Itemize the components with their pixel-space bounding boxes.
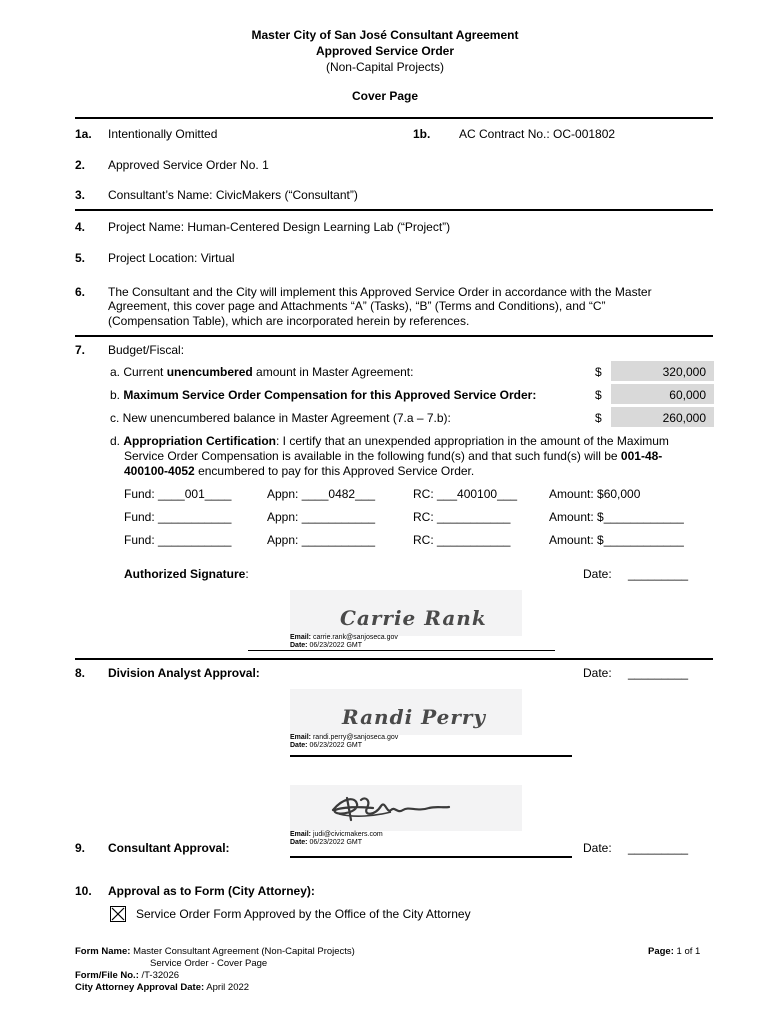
cover-page-title: Cover Page — [351, 89, 419, 103]
budget-line-b: b. Maximum Service Order Compensation for this Approved Service Order: — [110, 388, 537, 402]
signature-2-meta: Email: randi.perry@sanjoseca.gov Date: 06/23/2022 GMT — [290, 734, 399, 749]
fund-field: Fund: ___________ — [124, 510, 232, 524]
approved-checkbox-label: Service Order Form Approved by the Office of the City Attorney — [136, 907, 471, 921]
approval-as-to-form-label: Approval as to Form (City Attorney): — [108, 884, 315, 898]
signature-line — [290, 755, 572, 757]
consultant-name: Consultant’s Name: CivicMakers (“Consultant”) — [108, 188, 358, 202]
divider — [75, 335, 713, 337]
item-number: 5. — [75, 251, 86, 265]
appropriation-line-2: Service Order Compensation is available in the following fund(s) and that such fund(s) will be 001-48- — [124, 449, 663, 463]
item-number: 7. — [75, 343, 86, 357]
signature-line — [248, 650, 555, 651]
division-analyst-approval-label: Division Analyst Approval: — [108, 666, 260, 680]
project-name: Project Name: Human-Centered Design Learning Lab (“Project”) — [108, 220, 451, 234]
amount-field: Amount: $____________ — [549, 533, 684, 547]
rc-field: RC: ___________ — [413, 533, 511, 547]
signature-1-meta: Email: carrie.rank@sanjoseca.gov Date: 06/23/2022 GMT — [290, 634, 398, 649]
rc-field: RC: ___________ — [413, 510, 511, 524]
title-line-2: Approved Service Order — [315, 44, 455, 58]
appropriation-line-3: 400100-4052 encumbered to pay for this Approved Service Order. — [124, 464, 475, 478]
consultant-approval-label: Consultant Approval: — [108, 841, 230, 855]
currency-symbol: $ — [595, 365, 602, 379]
budget-heading: Budget/Fiscal: — [108, 343, 185, 357]
item-number: 10. — [75, 884, 92, 898]
unencumbered-amount: 320,000 — [662, 365, 706, 379]
authorized-signature-label: Authorized Signature: — [124, 567, 249, 581]
appn-field: Appn: ___________ — [267, 510, 376, 524]
appn-field: Appn: ____0482___ — [267, 487, 376, 501]
date-blank: _________ — [628, 567, 689, 581]
item-number: 8. — [75, 666, 86, 680]
currency-symbol: $ — [595, 388, 602, 402]
divider — [75, 658, 713, 660]
fund-field: Fund: ____001____ — [124, 487, 232, 501]
date-blank: _________ — [628, 666, 689, 680]
amount-field: Amount: $60,000 — [549, 487, 641, 501]
checkbox-x-icon — [111, 907, 125, 921]
date-blank: _________ — [628, 841, 689, 855]
amount-field: Amount: $____________ — [549, 510, 684, 524]
footer-form-name-2: Service Order - Cover Page — [150, 958, 268, 969]
item-1a-text: Intentionally Omitted — [108, 127, 218, 141]
signature-consultant-scribble — [325, 788, 455, 828]
currency-symbol: $ — [595, 411, 602, 425]
item-6-line-3: (Compensation Table), which are incorporated herein by references. — [108, 314, 470, 328]
divider — [75, 117, 713, 119]
footer-file-number: Form/File No.: /T-32026 — [75, 970, 180, 981]
new-balance-amount: 260,000 — [662, 411, 706, 425]
budget-line-a: a. Current unencumbered amount in Master Agreement: — [110, 365, 414, 379]
contract-number: AC Contract No.: OC-001802 — [459, 127, 616, 141]
appropriation-line-1: d. Appropriation Certification: I certify that an unexpended appropriation in the amount of the Maximum — [110, 434, 669, 448]
item-number: 1a. — [75, 127, 92, 141]
item-6-line-1: The Consultant and the City will implement this Approved Service Order in accordance with the Master — [108, 285, 652, 299]
footer-form-name: Form Name: Master Consultant Agreement (Non-Capital Projects) — [75, 946, 355, 957]
item-number: 6. — [75, 285, 86, 299]
fund-field: Fund: ___________ — [124, 533, 232, 547]
max-compensation-amount: 60,000 — [669, 388, 706, 402]
item-number: 3. — [75, 188, 86, 202]
rc-field: RC: ___400100___ — [413, 487, 518, 501]
footer-approval-date: City Attorney Approval Date: April 2022 — [75, 982, 250, 993]
project-location: Project Location: Virtual — [108, 251, 235, 265]
title-line-1: Master City of San José Consultant Agreement — [251, 28, 519, 42]
item-number: 9. — [75, 841, 86, 855]
budget-line-c: c. New unencumbered balance in Master Agreement (7.a – 7.b): — [110, 411, 451, 425]
approved-checkbox[interactable] — [110, 906, 126, 922]
signature-carrie-rank: Carrie Rank — [340, 606, 487, 630]
item-number: 2. — [75, 158, 86, 172]
date-label: Date: — [583, 567, 612, 581]
appn-field: Appn: ___________ — [267, 533, 376, 547]
service-order-number: Approved Service Order No. 1 — [108, 158, 269, 172]
item-6-line-2: Agreement, this cover page and Attachments “A” (Tasks), “B” (Terms and Conditions), and “C” — [108, 299, 606, 313]
signature-randi-perry: Randi Perry — [342, 705, 487, 729]
title-line-3: (Non-Capital Projects) — [325, 60, 445, 74]
divider — [75, 209, 713, 211]
signature-3-meta: Email: judi@civicmakers.com Date: 06/23/2022 GMT — [290, 831, 383, 846]
date-label: Date: — [583, 841, 612, 855]
item-number: 1b. — [413, 127, 431, 141]
signature-line — [290, 856, 572, 858]
item-number: 4. — [75, 220, 86, 234]
footer-page-number: Page: 1 of 1 — [648, 946, 701, 957]
date-label: Date: — [583, 666, 612, 680]
